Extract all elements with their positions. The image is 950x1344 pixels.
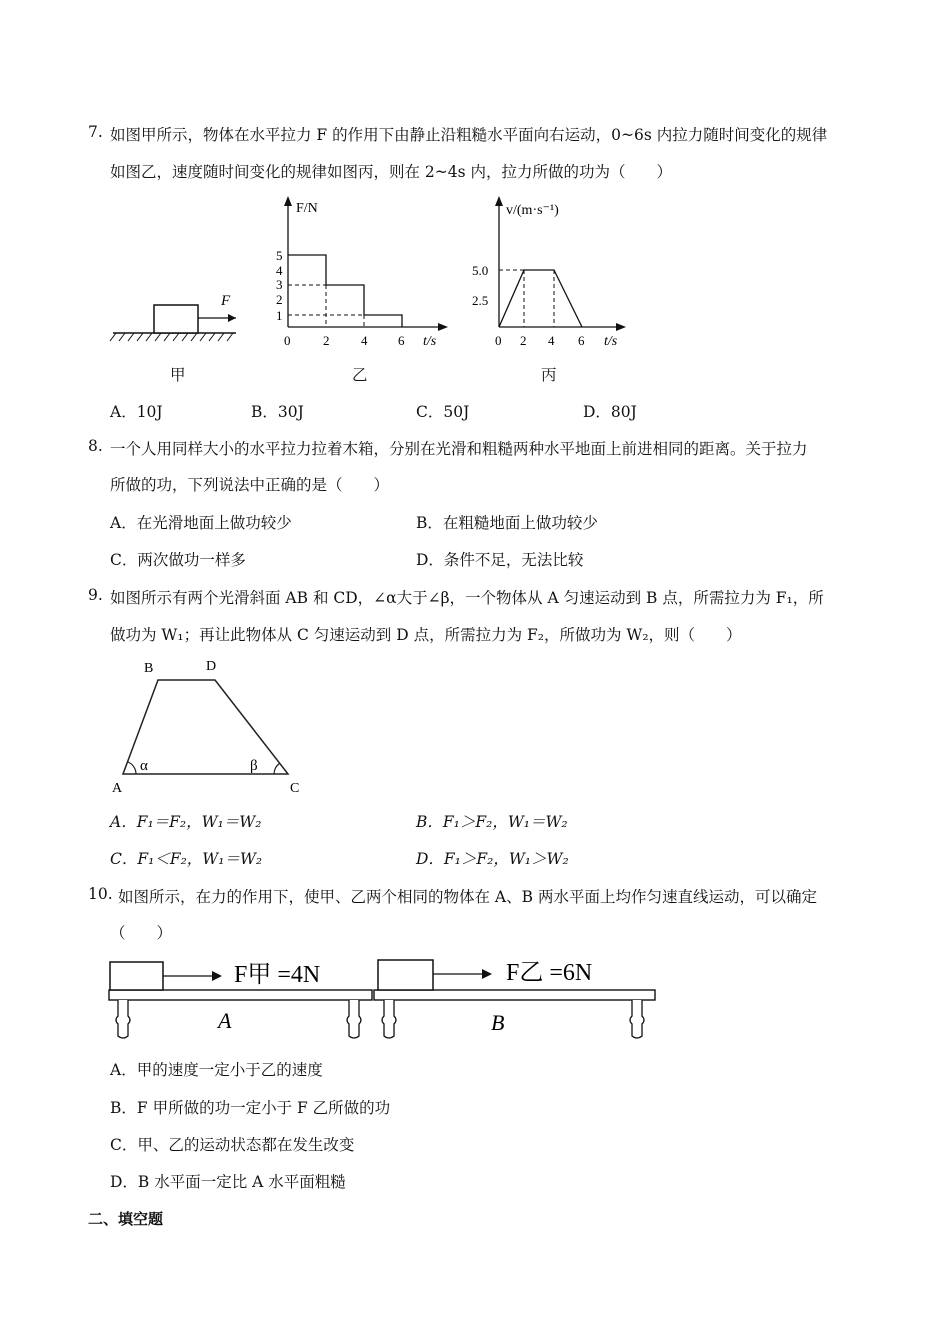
xtick: 0: [495, 333, 502, 348]
q9-option-c[interactable]: C．F₁＜F₂，W₁＝W₂: [110, 850, 263, 868]
xtick: 4: [548, 333, 555, 348]
block-yi: [378, 960, 433, 990]
ytick: 1: [276, 308, 283, 323]
xtick: 2: [520, 333, 527, 348]
vertex-c: C: [290, 781, 300, 796]
force-label: F: [221, 293, 231, 309]
ytick: 3: [276, 277, 283, 292]
q10-option-c[interactable]: C．甲、乙的运动状态都在发生改变: [110, 1136, 355, 1154]
q7-figure-jia: [108, 288, 248, 344]
vertex-d: D: [206, 659, 217, 674]
q8-option-a[interactable]: A．在光滑地面上做功较少: [110, 514, 292, 532]
surface-a-label: A: [218, 1008, 232, 1033]
q7-text-line1: 如图甲所示，物体在水平拉力 F 的作用下由静止沿粗糙水平面向右运动，0~6s 内拉力随时间变化的规律: [110, 126, 828, 144]
block-jia: [110, 962, 163, 990]
q9-text-line2: 做功为 W₁；再让此物体从 C 匀速运动到 D 点，所需拉力为 F₂，所做功为 W₂，则（ ）: [110, 626, 742, 644]
ylabel: F/N: [296, 201, 318, 216]
q8-text-line2: 所做的功，下列说法中正确的是（ ）: [110, 476, 390, 494]
q7-option-b[interactable]: B．30J: [251, 403, 304, 421]
q10-text-line2: （ ）: [110, 924, 173, 942]
q7-option-d[interactable]: D．80J: [583, 403, 637, 421]
force-yi-label: F乙 =6N: [506, 960, 593, 986]
q10-option-d[interactable]: D．B 水平面一定比 A 水平面粗糙: [110, 1173, 346, 1191]
surface-b-label: B: [491, 1010, 505, 1035]
ytick: 5: [276, 248, 283, 263]
xtick: 2: [323, 333, 330, 348]
q9-trapezoid-figure: [108, 652, 308, 798]
ytick: 5.0: [472, 263, 489, 278]
xlabel: t/s: [423, 334, 437, 349]
q7-caption-yi: 乙: [352, 366, 368, 384]
q7-text-line2: 如图乙，速度随时间变化的规律如图丙，则在 2~4s 内，拉力所做的功为（ ）: [110, 163, 673, 181]
force-jia-label: F甲 =4N: [234, 962, 321, 988]
ytick: 2: [276, 292, 283, 307]
xtick: 6: [398, 333, 405, 348]
ylabel: v/(m·s⁻¹): [506, 203, 559, 218]
q7-caption-bing: 丙: [541, 366, 557, 384]
ytick: 4: [276, 263, 283, 278]
q8-text-line1: 一个人用同样大小的水平拉力拉着木箱，分别在光滑和粗糙两种水平地面上前进相同的距离。关于拉力: [110, 440, 808, 458]
q10-surfaces-figure: [104, 952, 664, 1044]
angle-beta: β: [250, 758, 258, 774]
q7-figure-yi: [268, 192, 458, 352]
xtick: 6: [578, 333, 585, 348]
q9-option-b[interactable]: B．F₁＞F₂，W₁＝W₂: [416, 813, 568, 831]
q7-figure-bing: [466, 192, 646, 352]
q9-number: 9.: [88, 586, 103, 604]
q10-option-a[interactable]: A．甲的速度一定小于乙的速度: [110, 1061, 323, 1079]
q10-number: 10.: [88, 885, 113, 903]
vertex-a: A: [112, 781, 123, 796]
q7-caption-jia: 甲: [170, 366, 186, 384]
xlabel: t/s: [604, 334, 618, 349]
q7-option-c[interactable]: C．50J: [416, 403, 470, 421]
ytick: 2.5: [472, 293, 489, 308]
q8-option-d[interactable]: D．条件不足，无法比较: [416, 551, 584, 569]
q7-option-a[interactable]: A．10J: [110, 403, 163, 421]
vertex-b: B: [144, 661, 154, 676]
block: [154, 305, 198, 333]
q7-number: 7.: [88, 123, 103, 141]
section-heading: 二、填空题: [88, 1210, 164, 1228]
q9-option-d[interactable]: D．F₁＞F₂，W₁＞W₂: [416, 850, 569, 868]
q9-option-a[interactable]: A．F₁＝F₂，W₁＝W₂: [110, 813, 262, 831]
q10-option-b[interactable]: B．F 甲所做的功一定小于 F 乙所做的功: [110, 1099, 391, 1117]
q9-text-line1: 如图所示有两个光滑斜面 AB 和 CD，∠α大于∠β，一个物体从 A 匀速运动到 B 点，所需拉力为 F₁，所: [110, 589, 824, 607]
angle-alpha: α: [140, 758, 148, 774]
q10-text-line1: 如图所示，在力的作用下，使甲、乙两个相同的物体在 A、B 两水平面上均作匀速直线运动，可以确定: [118, 888, 817, 906]
q8-option-c[interactable]: C．两次做功一样多: [110, 551, 246, 569]
xtick: 4: [361, 333, 368, 348]
xtick: 0: [284, 333, 291, 348]
q8-number: 8.: [88, 437, 103, 455]
q8-option-b[interactable]: B．在粗糙地面上做功较少: [416, 514, 598, 532]
